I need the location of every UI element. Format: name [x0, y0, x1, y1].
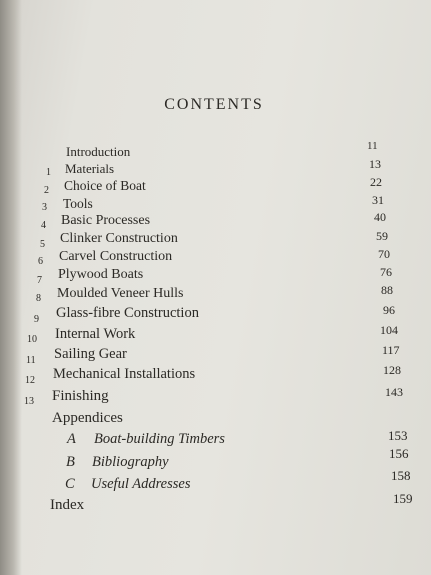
appendix-letter: A	[67, 431, 76, 447]
toc-entry-number: 3	[42, 202, 47, 213]
appendix-label: Bibliography	[92, 454, 169, 470]
appendix-letter: C	[65, 476, 75, 492]
appendix-letter: B	[66, 454, 75, 470]
toc-entry-number: 7	[37, 275, 42, 286]
toc-entry-label: Tools	[63, 196, 93, 211]
toc-entry-page: 96	[383, 303, 395, 317]
toc-entry-label: Basic Processes	[61, 213, 151, 228]
toc-entry-number: 10	[27, 334, 37, 345]
toc-entry-number: 9	[34, 314, 39, 325]
toc-entry-number: 11	[26, 355, 36, 366]
toc-entry-number: 1	[46, 167, 51, 178]
toc-entry-label: Glass-fibre Construction	[56, 305, 199, 321]
toc-entry-page: 13	[369, 157, 381, 171]
appendix-label: Boat-building Timbers	[94, 431, 225, 447]
book-spine-shadow	[0, 0, 22, 575]
toc-entry-page: 128	[383, 363, 401, 377]
toc-entry-label: Sailing Gear	[54, 346, 127, 362]
toc-entry-page: 76	[380, 265, 392, 279]
toc-entry-number: 6	[38, 256, 43, 267]
toc-entry-number: 8	[36, 293, 41, 304]
toc-entry-label: Moulded Veneer Hulls	[57, 286, 184, 301]
toc-entry-page: 40	[374, 210, 386, 224]
toc-entry-page: 143	[385, 385, 403, 399]
index-label: Index	[50, 497, 85, 513]
toc-entry-page: 59	[376, 229, 388, 243]
toc-entry-label: Clinker Construction	[60, 231, 178, 246]
toc-entry-number: 13	[24, 396, 34, 407]
toc-entry-label: Choice of Boat	[64, 178, 146, 193]
toc-entry-label: Materials	[65, 161, 115, 176]
appendices-label: Appendices	[52, 410, 123, 426]
toc-entry-page: 11	[367, 140, 378, 152]
contents-title: CONTENTS	[164, 96, 264, 113]
toc-entry-label: Introduction	[66, 144, 131, 159]
appendix-page: 158	[391, 468, 411, 483]
toc-entry-label: Mechanical Installations	[53, 366, 196, 382]
toc-entry-number: 12	[25, 375, 35, 386]
toc-entry-label: Carvel Construction	[59, 249, 173, 264]
appendix-label: Useful Addresses	[91, 476, 191, 492]
toc-entry-page: 70	[378, 247, 390, 261]
toc-entry-number: 2	[44, 185, 49, 196]
toc-entry-page: 22	[370, 175, 382, 189]
toc-entry-label: Finishing	[52, 388, 109, 404]
index-page: 159	[393, 491, 413, 506]
toc-entry-number: 4	[41, 220, 46, 231]
appendix-page: 156	[389, 446, 409, 461]
appendix-page: 153	[388, 428, 408, 443]
toc-entry-number: 5	[40, 239, 45, 250]
toc-entry-page: 88	[381, 283, 393, 297]
toc-entry-label: Plywood Boats	[58, 267, 144, 282]
toc-entry-label: Internal Work	[55, 326, 136, 342]
toc-entry-page: 117	[382, 343, 400, 357]
toc-entry-page: 31	[372, 193, 384, 207]
toc-entry-page: 104	[380, 323, 398, 337]
